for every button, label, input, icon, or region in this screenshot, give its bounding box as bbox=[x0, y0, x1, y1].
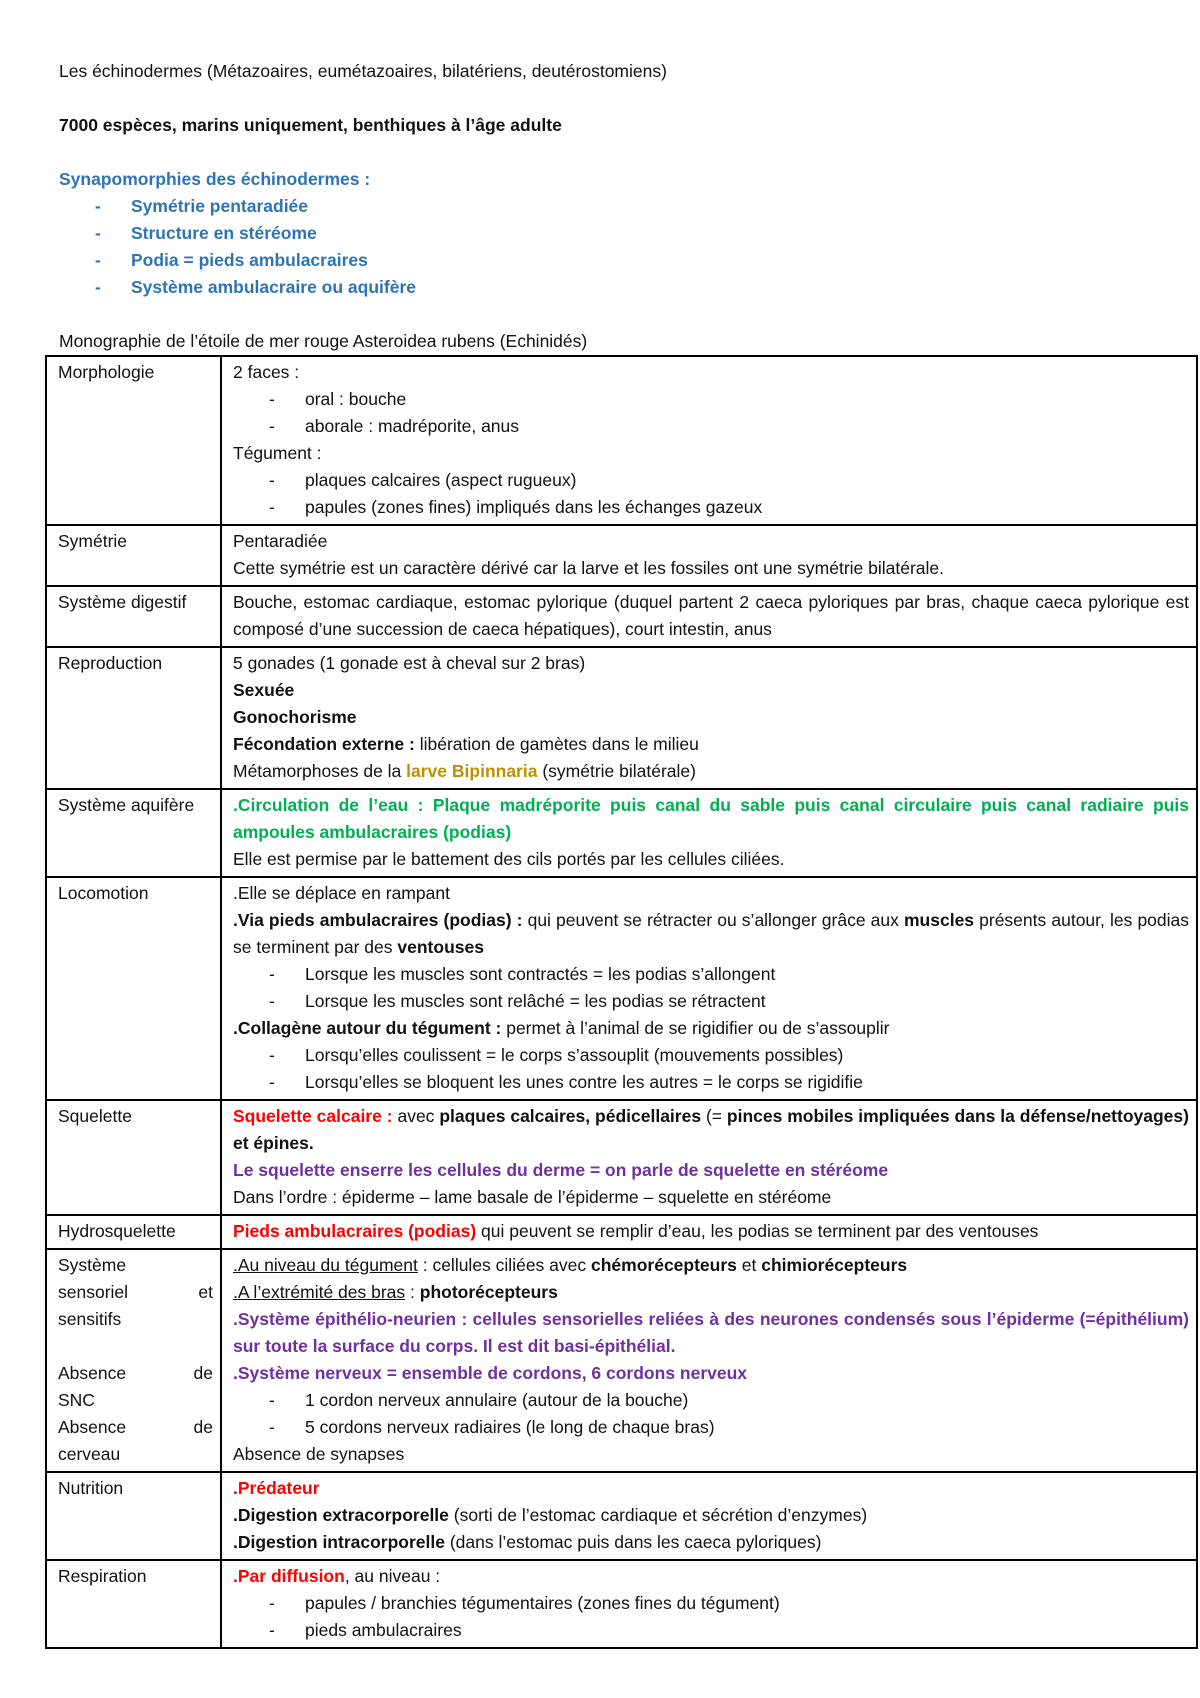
emphasis: chémorécepteurs bbox=[591, 1255, 737, 1275]
list-item: - oral : bouche bbox=[233, 386, 1189, 413]
row-content: Bouche, estomac cardiaque, estomac pylorique (duquel partent 2 caeca pyloriques par bras, chaque caeca pylorique est composé d’une succession de caeca hépatiques), court intestin, anus bbox=[221, 586, 1197, 647]
table-row bbox=[46, 1215, 1197, 1249]
label-line bbox=[58, 1414, 213, 1441]
label-word: Absence bbox=[58, 1363, 127, 1383]
text-line bbox=[233, 1279, 1189, 1306]
monograph-table bbox=[45, 355, 1198, 1649]
text-line: Elle est permise par le battement des cils portés par les cellules ciliées. bbox=[233, 849, 785, 869]
text-line: Gonochorisme bbox=[233, 707, 357, 727]
text-span: et bbox=[736, 1255, 762, 1275]
monograph-title: Monographie de l’étoile de mer rouge Asteroidea rubens (Echinidés) bbox=[59, 331, 588, 351]
document-title: Les échinodermes (Métazoaires, eumétazoaires, bilatériens, deutérostomiens) bbox=[59, 61, 667, 81]
row-content bbox=[221, 1100, 1197, 1215]
text-line bbox=[233, 1529, 1189, 1556]
species-stat: 7000 espèces, marins uniquement, benthiques à l’âge adulte bbox=[59, 115, 562, 135]
table-row bbox=[46, 586, 1197, 647]
row-content bbox=[221, 877, 1197, 1100]
bullet-list bbox=[233, 961, 1189, 1015]
list-item: - Structure en stéréome bbox=[59, 220, 1155, 247]
row-label: Nutrition bbox=[46, 1472, 221, 1560]
text-line bbox=[233, 1563, 1189, 1590]
table-row bbox=[46, 1560, 1197, 1648]
highlight: .Par diffusion bbox=[233, 1566, 345, 1586]
text-line bbox=[233, 731, 1189, 758]
emphasis: muscles bbox=[904, 910, 975, 930]
row-content bbox=[221, 1249, 1197, 1472]
label-line bbox=[58, 1279, 213, 1306]
label-line bbox=[58, 1360, 213, 1387]
label-line: SNC bbox=[58, 1390, 95, 1410]
row-content bbox=[221, 525, 1197, 586]
table-row bbox=[46, 1249, 1197, 1472]
text-span: (dans l’estomac puis dans les caeca pyloriques) bbox=[444, 1532, 822, 1552]
row-content bbox=[221, 1215, 1197, 1249]
highlight: Pieds ambulacraires (podias) bbox=[233, 1221, 477, 1241]
underlined: .Au niveau du tégument bbox=[233, 1255, 418, 1275]
list-item: - aborale : madréporite, anus bbox=[233, 413, 1189, 440]
table-row bbox=[46, 356, 1197, 525]
text-line: Dans l’ordre : épiderme – lame basale de l’épiderme – squelette en stéréome bbox=[233, 1187, 832, 1207]
list-item: - Lorsque les muscles sont contractés = les podias s’allongent bbox=[233, 961, 1189, 988]
list-item: - 5 cordons nerveux radiaires (le long de chaque bras) bbox=[233, 1414, 1189, 1441]
table-row bbox=[46, 1472, 1197, 1560]
label-spacer bbox=[58, 1333, 213, 1360]
text-line bbox=[233, 1502, 1189, 1529]
highlight: Squelette calcaire : bbox=[233, 1106, 393, 1126]
text-span: présents autour, les podias se terminent par des bbox=[233, 910, 1190, 957]
label-word: et bbox=[198, 1282, 213, 1302]
text-line: .Circulation de l’eau : Plaque madréporite puis canal du sable puis canal circulaire puis canal radiaire puis ampoules ambulacraires (podias) bbox=[233, 795, 1189, 842]
text-span: (= bbox=[701, 1106, 727, 1126]
text-span: (symétrie bilatérale) bbox=[537, 761, 696, 781]
text-span: permet à l’animal de se rigidifier ou de s’assouplir bbox=[501, 1018, 890, 1038]
text-line: 2 faces : bbox=[233, 362, 300, 382]
emphasis: pinces mobiles impliquées dans la défense/nettoyages) et épines. bbox=[233, 1106, 1189, 1153]
row-label: Locomotion bbox=[46, 877, 221, 1100]
text-line bbox=[233, 907, 1189, 961]
text-line: Cette symétrie est un caractère dérivé car la larve et les fossiles ont une symétrie bilatérale. bbox=[233, 558, 945, 578]
text-line: 5 gonades (1 gonade est à cheval sur 2 bras) bbox=[233, 653, 586, 673]
emphasis: plaques calcaires, pédicellaires bbox=[439, 1106, 702, 1126]
row-content bbox=[221, 789, 1197, 877]
row-label: Morphologie bbox=[46, 356, 221, 525]
list-item: - Lorsqu’elles se bloquent les unes contre les autres = le corps se rigidifie bbox=[233, 1069, 1189, 1096]
list-item: - Symétrie pentaradiée bbox=[59, 193, 1155, 220]
list-item: - Podia = pieds ambulacraires bbox=[59, 247, 1155, 274]
label-word: sensoriel bbox=[58, 1282, 129, 1302]
text-line bbox=[233, 1252, 1189, 1279]
text-line: Sexuée bbox=[233, 680, 295, 700]
list-item: - Lorsqu’elles coulissent = le corps s’assouplit (mouvements possibles) bbox=[233, 1042, 1189, 1069]
text-span: : bbox=[405, 1282, 420, 1302]
text-span: qui peuvent se rétracter ou s’allonger grâce aux bbox=[522, 910, 904, 930]
row-label: Reproduction bbox=[46, 647, 221, 789]
text-span: avec bbox=[392, 1106, 440, 1126]
label-line: Système bbox=[58, 1255, 127, 1275]
row-label bbox=[46, 1249, 221, 1472]
row-content bbox=[221, 1560, 1197, 1648]
list-item: - Lorsque les muscles sont relâché = les podias se rétractent bbox=[233, 988, 1189, 1015]
list-item: - 1 cordon nerveux annulaire (autour de la bouche) bbox=[233, 1387, 1189, 1414]
row-label: Système digestif bbox=[46, 586, 221, 647]
table-row bbox=[46, 1100, 1197, 1215]
list-item: - Système ambulacraire ou aquifère bbox=[59, 274, 1155, 301]
text-line bbox=[233, 1015, 1189, 1042]
label-word: de bbox=[193, 1363, 213, 1383]
row-label: Squelette bbox=[46, 1100, 221, 1215]
label-line: cerveau bbox=[58, 1444, 121, 1464]
text-line: Tégument : bbox=[233, 443, 322, 463]
bullet-list bbox=[233, 1387, 1189, 1441]
text-line bbox=[233, 758, 1189, 785]
list-item: - papules (zones fines) impliqués dans les échanges gazeux bbox=[233, 494, 1189, 521]
row-content bbox=[221, 647, 1197, 789]
table-row bbox=[46, 877, 1197, 1100]
label-word: de bbox=[193, 1417, 213, 1437]
text-line: Absence de synapses bbox=[233, 1444, 405, 1464]
table-row bbox=[46, 647, 1197, 789]
table-row bbox=[46, 789, 1197, 877]
list-item: - pieds ambulacraires bbox=[233, 1617, 1189, 1644]
text-span: libération de gamètes dans le milieu bbox=[414, 734, 699, 754]
emphasis: ventouses bbox=[397, 937, 484, 957]
row-content bbox=[221, 356, 1197, 525]
label-line: sensitifs bbox=[58, 1309, 122, 1329]
text-line: Pentaradiée bbox=[233, 531, 328, 551]
emphasis: .Collagène autour du tégument : bbox=[233, 1018, 502, 1038]
row-label: Respiration bbox=[46, 1560, 221, 1648]
list-item: - papules / branchies tégumentaires (zones fines du tégument) bbox=[233, 1590, 1189, 1617]
text-line bbox=[233, 1103, 1189, 1157]
emphasis: Fécondation externe : bbox=[233, 734, 415, 754]
row-label: Système aquifère bbox=[46, 789, 221, 877]
emphasis: photorécepteurs bbox=[419, 1282, 558, 1302]
text-span: qui peuvent se remplir d’eau, les podias se terminent par des ventouses bbox=[476, 1221, 1039, 1241]
text-span: : cellules ciliées avec bbox=[417, 1255, 591, 1275]
table-row bbox=[46, 525, 1197, 586]
synapomorphies-list bbox=[59, 193, 1155, 301]
text-span: Métamorphoses de la bbox=[233, 761, 407, 781]
synapomorphies-title: Synapomorphies des échinodermes : bbox=[59, 169, 371, 189]
emphasis: .Digestion extracorporelle bbox=[233, 1505, 449, 1525]
underlined: .A l’extrémité des bras bbox=[233, 1282, 406, 1302]
row-label: Hydrosquelette bbox=[46, 1215, 221, 1249]
bullet-list bbox=[233, 467, 1189, 521]
document-page bbox=[58, 58, 1190, 1649]
text-span: (sorti de l’estomac cardiaque et sécrétion d’enzymes) bbox=[448, 1505, 868, 1525]
text-span: , au niveau : bbox=[344, 1566, 441, 1586]
label-word: Absence bbox=[58, 1417, 127, 1437]
emphasis: .Via pieds ambulacraires (podias) : bbox=[233, 910, 523, 930]
row-label: Symétrie bbox=[46, 525, 221, 586]
text-line: .Système nerveux = ensemble de cordons, 6 cordons nerveux bbox=[233, 1363, 748, 1383]
text-line: .Prédateur bbox=[233, 1478, 320, 1498]
emphasis: chimiorécepteurs bbox=[761, 1255, 908, 1275]
highlight: larve Bipinnaria bbox=[406, 761, 538, 781]
text-line: .Système épithélio-neurien : cellules sensorielles reliées à des neurones condensés sous l’épiderme (=épithélium) sur toute la surface du corps. Il est dit basi-épithélial. bbox=[233, 1309, 1189, 1356]
emphasis: .Digestion intracorporelle bbox=[233, 1532, 445, 1552]
list-item: - plaques calcaires (aspect rugueux) bbox=[233, 467, 1189, 494]
text-line: Le squelette enserre les cellules du derme = on parle de squelette en stéréome bbox=[233, 1160, 889, 1180]
bullet-list bbox=[233, 1590, 1189, 1644]
bullet-list bbox=[233, 1042, 1189, 1096]
row-content bbox=[221, 1472, 1197, 1560]
text-line: .Elle se déplace en rampant bbox=[233, 883, 450, 903]
bullet-list bbox=[233, 386, 1189, 440]
